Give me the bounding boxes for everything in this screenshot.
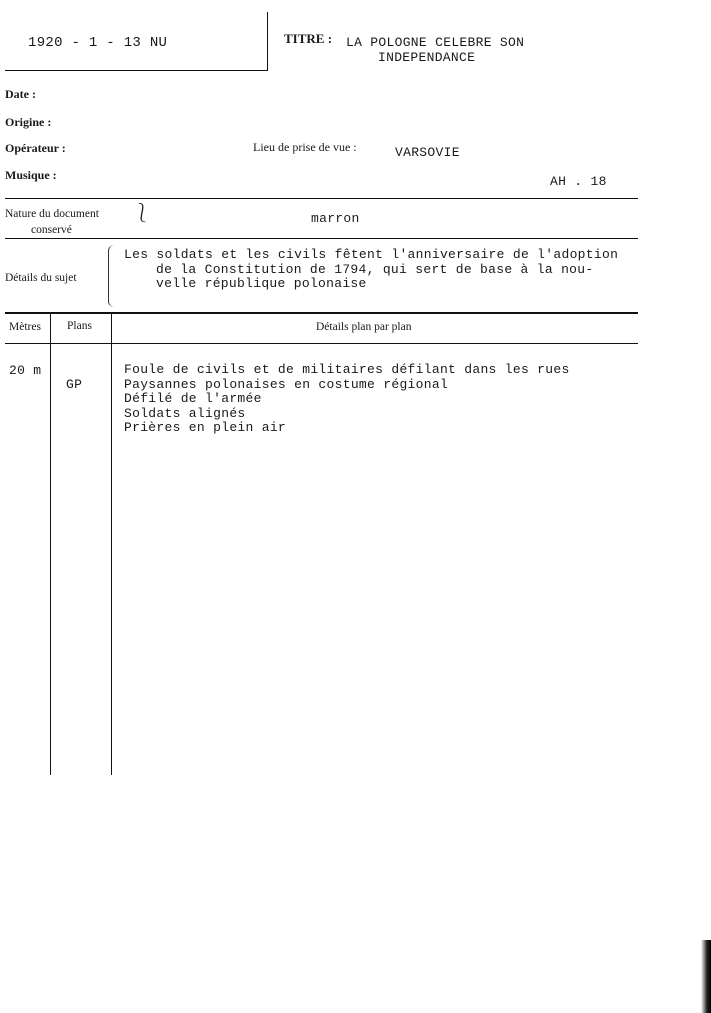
table-top-rule	[5, 312, 638, 314]
document-reference: 1920 - 1 - 13 NU	[28, 35, 168, 51]
table-col-divider-1	[50, 313, 51, 775]
rule-sujet-top	[5, 238, 638, 239]
col-header-plans: Plans	[67, 320, 92, 332]
titre-label: TITRE :	[284, 31, 333, 46]
details-sujet-brace	[108, 245, 117, 307]
plan-detail-item: Prières en plein air	[124, 420, 287, 435]
plans-value: GP	[66, 377, 83, 392]
details-sujet-line: velle république polonaise	[156, 276, 367, 291]
details-sujet-label: Détails du sujet	[5, 272, 77, 284]
titre-line-1: LA POLOGNE CELEBRE SON	[346, 35, 525, 50]
nature-label	[5, 206, 99, 238]
details-sujet-line: de la Constitution de 1794, qui sert de base à la nou-	[156, 261, 594, 277]
nature-brace: ⎱	[133, 203, 151, 224]
table-col-divider-2	[111, 313, 112, 775]
col-header-metres: Mètres	[9, 321, 41, 333]
archive-code: AH . 18	[550, 174, 607, 189]
plan-detail-item: Foule de civils et de militaires défilant dans les rues	[124, 362, 570, 377]
titre-line-2: INDEPENDANCE	[378, 50, 476, 65]
details-sujet-text	[124, 248, 618, 292]
lieu-label: Lieu de prise de vue :	[253, 140, 357, 154]
table-header-rule	[5, 343, 638, 344]
origine-label: Origine :	[5, 115, 52, 129]
details-sujet-line: Les soldats et les civils fêtent l'anniversaire de l'adoption	[124, 247, 619, 262]
rule-nature-top	[5, 198, 638, 199]
operateur-label: Opérateur :	[5, 141, 66, 155]
metres-value: 20 m	[9, 363, 42, 378]
plan-detail-item: Soldats alignés	[124, 405, 246, 421]
date-label: Date :	[5, 87, 36, 101]
header-bottom-rule	[5, 70, 268, 71]
col-header-details: Détails plan par plan	[316, 321, 412, 333]
plan-detail-item: Paysannes polonaises en costume régional	[124, 376, 449, 392]
nature-label-line-1: Nature du document	[5, 208, 99, 220]
header-divider	[267, 12, 268, 71]
nature-value: marron	[311, 211, 360, 226]
plan-details-list	[124, 363, 570, 436]
plan-detail-item: Défilé de l'armée	[124, 391, 262, 406]
nature-label-line-2: conservé	[31, 224, 72, 236]
page-edge-shadow	[701, 940, 711, 1013]
musique-label: Musique :	[5, 168, 57, 182]
lieu-value: VARSOVIE	[395, 145, 460, 160]
